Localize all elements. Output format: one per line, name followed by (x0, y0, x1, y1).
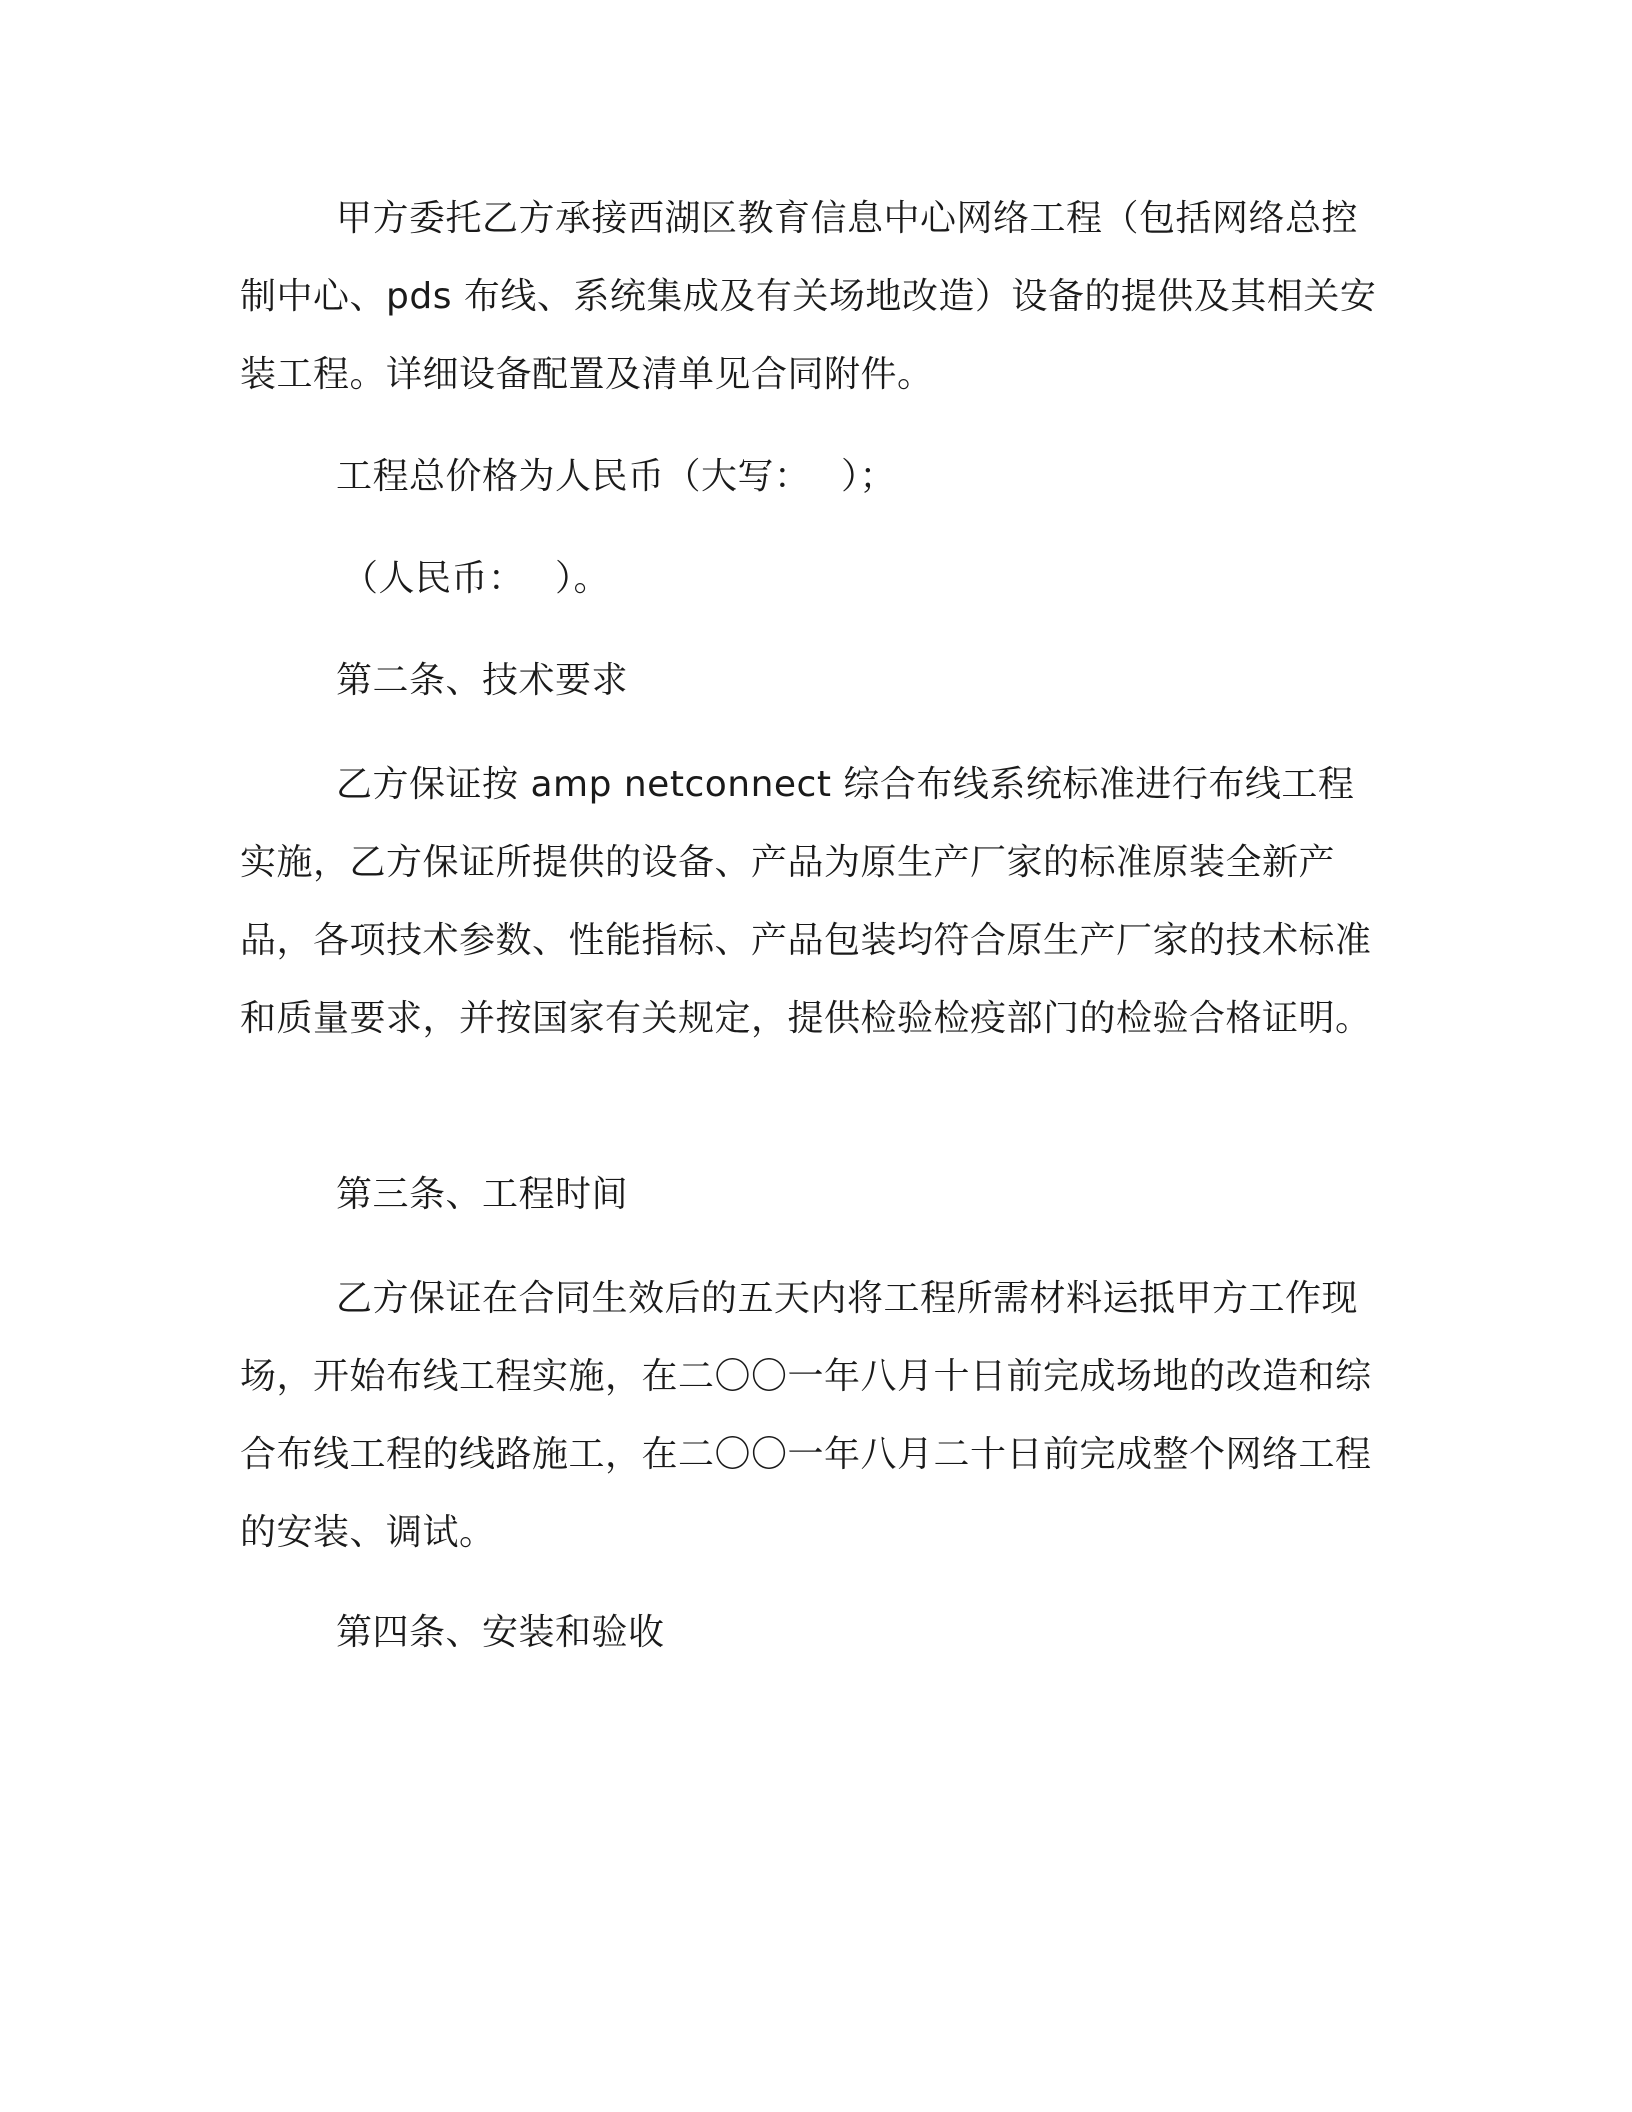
article-2-title: 第二条、技术要求 (336, 660, 629, 701)
article-3-title: 第三条、工程时间 (336, 1174, 629, 1215)
article-4-title: 第四条、安装和验收 (336, 1612, 665, 1653)
total-price-line: 工程总价格为人民币（大写： ）； (336, 456, 896, 497)
scope-paragraph: 甲方委托乙方承接西湖区教育信息中心网络工程（包括网络总控制中心、pds 布线、系统集成及有关场地改造）设备的提供及其相关安装工程。详细设备配置及清单见合同附件。 (240, 198, 1377, 395)
article-3-body: 乙方保证在合同生效后的五天内将工程所需材料运抵甲方工作现场，开始布线工程实施，在二〇〇一年八月十日前完成场地的改造和综合布线工程的线路施工，在二〇〇一年八月二十日前完成整个网络工程的安装、调试。 (240, 1278, 1372, 1553)
price-rmb-line: （人民币： ）。 (342, 558, 610, 599)
article-2-body: 乙方保证按 amp netconnect 综合布线系统标准进行布线工程实施，乙方保证所提供的设备、产品为原生产厂家的标准原装全新产品，各项技术参数、性能指标、产品包装均符合原生产厂家的技术标准和质量要求，并按国家有关规定，提供检验检疫部门的检验合格证明。 (240, 764, 1372, 1039)
